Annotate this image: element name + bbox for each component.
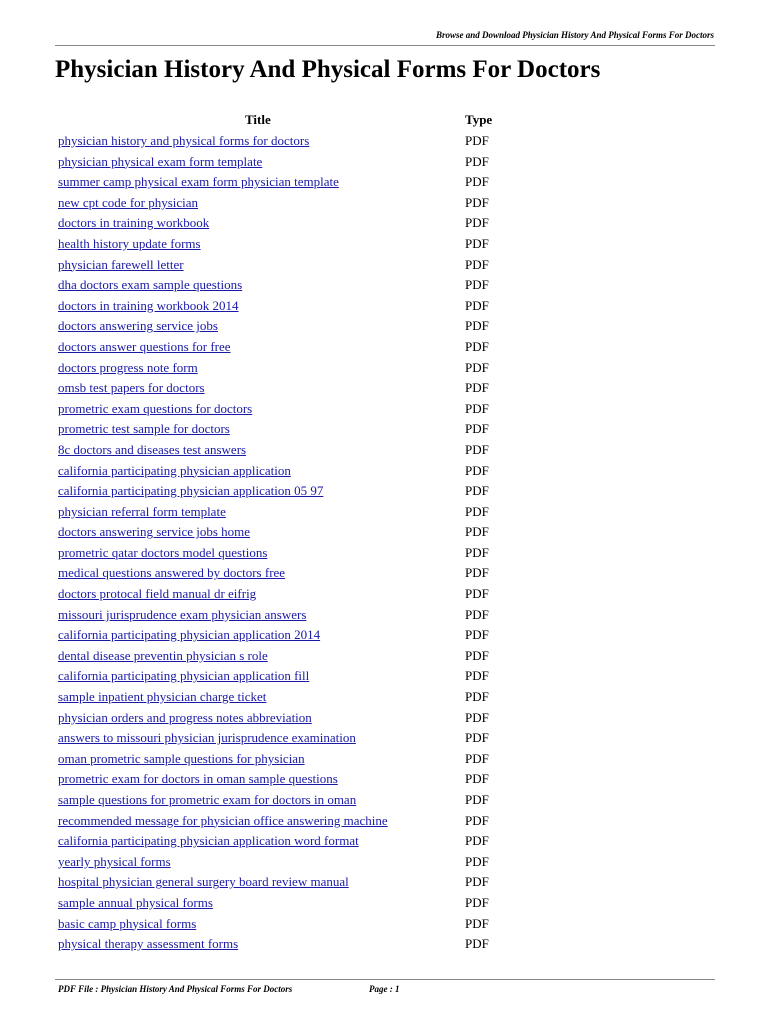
list-item xyxy=(0,708,770,729)
document-type: PDF xyxy=(465,421,489,437)
document-link[interactable]: basic camp physical forms xyxy=(58,915,197,931)
document-link[interactable]: 8c doctors and diseases test answers xyxy=(58,441,247,457)
document-link[interactable]: doctors answering service jobs home xyxy=(58,524,251,540)
document-type: PDF xyxy=(465,730,489,746)
document-type: PDF xyxy=(465,256,489,272)
document-type: PDF xyxy=(465,338,489,354)
running-header: Browse and Download Physician History And Physical Forms For Doctors xyxy=(436,30,714,40)
document-type: PDF xyxy=(465,792,489,807)
list-item xyxy=(0,152,770,173)
list-item xyxy=(0,666,770,687)
document-type: PDF xyxy=(465,586,489,602)
list-item xyxy=(0,584,770,605)
document-link[interactable]: prometric exam questions for doctors xyxy=(58,400,253,416)
document-link[interactable]: california participating physician application xyxy=(58,462,291,478)
document-link[interactable]: prometric qatar doctors model questions xyxy=(58,544,268,560)
document-type: PDF xyxy=(465,462,489,478)
list-item xyxy=(0,193,770,214)
list-item xyxy=(0,852,770,873)
document-link[interactable]: prometric test sample for doctors xyxy=(58,421,230,437)
list-item xyxy=(0,399,770,420)
document-link[interactable]: summer camp physical exam form physician template xyxy=(58,174,339,190)
document-type: PDF xyxy=(465,133,489,148)
list-item xyxy=(0,831,770,852)
document-type: PDF xyxy=(465,297,489,313)
list-item xyxy=(0,728,770,749)
document-link[interactable]: sample annual physical forms xyxy=(58,894,213,910)
document-type: PDF xyxy=(465,750,489,766)
document-link[interactable]: doctors answer questions for free xyxy=(58,338,231,354)
header-divider xyxy=(55,45,715,46)
document-link[interactable]: doctors in training workbook xyxy=(58,215,210,231)
list-item xyxy=(0,563,770,584)
document-list xyxy=(0,131,770,955)
document-type: PDF xyxy=(465,400,489,416)
list-item xyxy=(0,461,770,482)
document-type: PDF xyxy=(465,668,489,684)
page-title: Physician History And Physical Forms For Doctors xyxy=(55,56,601,83)
list-item xyxy=(0,358,770,379)
document-type: PDF xyxy=(465,936,489,952)
document-type: PDF xyxy=(465,544,489,560)
footer-file-label: PDF File : Physician History And Physical Forms For Doctors xyxy=(58,984,293,994)
list-item xyxy=(0,502,770,523)
list-item xyxy=(0,625,770,646)
document-type: PDF xyxy=(465,524,489,540)
document-type: PDF xyxy=(465,483,489,499)
document-link[interactable]: yearly physical forms xyxy=(58,853,171,869)
document-type: PDF xyxy=(465,812,489,828)
list-item xyxy=(0,522,770,543)
document-link[interactable]: physician history and physical forms for doctors xyxy=(58,133,310,148)
document-link[interactable]: physician referral form template xyxy=(58,503,226,519)
page-number: Page : 1 xyxy=(369,984,400,994)
document-link[interactable]: missouri jurisprudence exam physician answers xyxy=(58,606,307,622)
list-item xyxy=(0,934,770,955)
list-item xyxy=(0,255,770,276)
document-link[interactable]: medical questions answered by doctors free xyxy=(58,565,286,581)
document-link[interactable]: doctors progress note form xyxy=(58,359,198,375)
list-item xyxy=(0,749,770,770)
document-type: PDF xyxy=(465,503,489,519)
list-item xyxy=(0,234,770,255)
document-link[interactable]: new cpt code for physician xyxy=(58,194,199,210)
document-link[interactable]: health history update forms xyxy=(58,235,201,251)
document-type: PDF xyxy=(465,627,489,643)
footer-divider xyxy=(55,979,715,980)
document-type: PDF xyxy=(465,915,489,931)
document-link[interactable]: physician physical exam form template xyxy=(58,153,263,169)
list-item xyxy=(0,687,770,708)
document-link[interactable]: doctors in training workbook 2014 xyxy=(58,297,239,313)
document-link[interactable]: recommended message for physician office answering machine xyxy=(58,812,388,828)
document-link[interactable]: california participating physician application word format xyxy=(58,833,359,849)
list-item xyxy=(0,811,770,832)
list-item xyxy=(0,378,770,399)
document-link[interactable]: physician orders and progress notes abbreviation xyxy=(58,709,312,725)
document-type: PDF xyxy=(465,606,489,622)
list-item xyxy=(0,131,770,152)
list-item xyxy=(0,440,770,461)
document-type: PDF xyxy=(465,894,489,910)
document-link[interactable]: prometric exam for doctors in oman sample questions xyxy=(58,771,338,787)
document-type: PDF xyxy=(465,194,489,210)
document-link[interactable]: hospital physician general surgery board review manual xyxy=(58,874,349,890)
list-item xyxy=(0,337,770,358)
document-type: PDF xyxy=(465,380,489,396)
document-type: PDF xyxy=(465,709,489,725)
document-link[interactable]: omsb test papers for doctors xyxy=(58,380,205,396)
document-type: PDF xyxy=(465,277,489,293)
document-link[interactable]: dental disease preventin physician s role xyxy=(58,647,268,663)
document-type: PDF xyxy=(465,833,489,849)
document-link[interactable]: physician farewell letter xyxy=(58,256,184,272)
list-item xyxy=(0,914,770,935)
list-item xyxy=(0,543,770,564)
document-link[interactable]: sample questions for prometric exam for doctors in oman xyxy=(58,792,357,807)
list-item xyxy=(0,646,770,667)
list-item xyxy=(0,893,770,914)
document-type: PDF xyxy=(465,441,489,457)
list-item xyxy=(0,275,770,296)
document-link[interactable]: doctors answering service jobs xyxy=(58,318,218,334)
list-item xyxy=(0,790,770,811)
list-item xyxy=(0,172,770,193)
document-link[interactable]: california participating physician application 05 97 xyxy=(58,483,324,499)
document-type: PDF xyxy=(465,174,489,190)
list-item xyxy=(0,481,770,502)
document-type: PDF xyxy=(465,153,489,169)
document-type: PDF xyxy=(465,235,489,251)
list-item xyxy=(0,605,770,626)
list-item xyxy=(0,419,770,440)
column-header-title: Title xyxy=(245,112,271,127)
document-type: PDF xyxy=(465,874,489,890)
document-link[interactable]: sample inpatient physician charge ticket xyxy=(58,689,267,705)
list-item xyxy=(0,769,770,790)
list-item xyxy=(0,872,770,893)
document-link[interactable]: oman prometric sample questions for physician xyxy=(58,750,305,766)
document-type: PDF xyxy=(465,853,489,869)
document-type: PDF xyxy=(465,565,489,581)
list-item xyxy=(0,316,770,337)
document-type: PDF xyxy=(465,647,489,663)
document-link[interactable]: california participating physician application fill xyxy=(58,668,310,684)
document-link[interactable]: answers to missouri physician jurisprudence examination xyxy=(58,730,356,746)
document-link[interactable]: physical therapy assessment forms xyxy=(58,936,239,952)
document-type: PDF xyxy=(465,359,489,375)
document-link[interactable]: dha doctors exam sample questions xyxy=(58,277,243,293)
document-type: PDF xyxy=(465,771,489,787)
document-type: PDF xyxy=(465,689,489,705)
document-type: PDF xyxy=(465,215,489,231)
document-link[interactable]: doctors protocal field manual dr eifrig xyxy=(58,586,257,602)
column-header-type: Type xyxy=(465,112,493,127)
list-item xyxy=(0,296,770,317)
list-item xyxy=(0,213,770,234)
document-type: PDF xyxy=(465,318,489,334)
document-link[interactable]: california participating physician application 2014 xyxy=(58,627,321,643)
